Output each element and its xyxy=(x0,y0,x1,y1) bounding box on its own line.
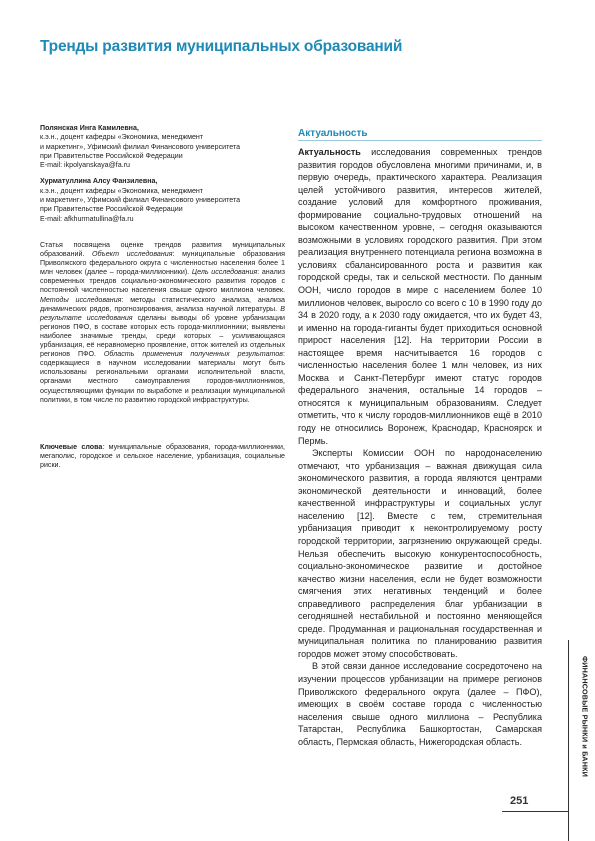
keywords-label: Ключевые слова xyxy=(40,443,103,451)
abstract-goal-text: : анализ современных трендов социально-экономического развития городов с постоянной численностью населения свыше одного миллиона человек. xyxy=(40,268,285,295)
body-paragraph: Эксперты Комиссии ООН по народонаселению отмечают, что урбанизация – важная движущая сила экономического развития, а города являются центрами экономической деятельности и инноваций, более качественной инфраструктуры и социальных услуг населению [12]. Вместе с тем, стремительная урбанизация приводит к неконтролируемому росту городской территории, загрязнению окружающей среды. Нельзя обеспечить высокую конкурентоспособность, социально-экономическое развитие и достойное качество жизни населения, если не будет возможности смягчения этих негативных тенденций и более справедливого распределения благ урбанизации в сегодняшней нестабильной и постоянно меняющейся среде. Продуманная и рациональная государственная и муниципальная политика по планированию развития городов может этому способствовать. xyxy=(298,448,542,659)
author-email: E-mail: ikpolyanskaya@fa.ru xyxy=(40,161,130,170)
author-email: E-mail: afkhurmatullina@fa.ru xyxy=(40,214,134,223)
section-divider xyxy=(298,140,542,141)
author-name: Хурматуллина Алсу Фанзилевна, xyxy=(40,177,158,186)
author-affiliation-line: при Правительстве Российской Федерации xyxy=(40,205,183,214)
keywords-text: : муниципальные образования, города-миллионники, мегаполис, городское и сельское население, урбанизация, социальные риски. xyxy=(40,443,285,470)
abstract-object-text: : муниципальные образования Приволжского федерального округа с численностью населения более 1 млн человек (далее – города-миллионники). xyxy=(40,250,285,277)
abstract-intro: Статья посвящена оценке трендов развития муниципальных образований. xyxy=(40,241,285,259)
abstract-methods-text: : методы статистического анализа, анализа динамических рядов, прогнозирования, анализа научной литературы. xyxy=(40,295,285,313)
page-number: 251 xyxy=(510,795,529,807)
abstract-paragraph xyxy=(40,241,285,405)
journal-label: ФИНАНСОВЫЕ РЫНКИ и БАНКИ xyxy=(580,655,590,778)
footer-rule xyxy=(502,811,568,812)
authors-block xyxy=(40,124,285,231)
abstract-methods-label: Методы исследования xyxy=(40,295,122,304)
author-affiliation-line: к.э.н., доцент кафедры «Экономика, менеджмент xyxy=(40,186,204,195)
lead-word: Актуальность xyxy=(298,147,361,157)
author-2 xyxy=(40,177,285,223)
author-affiliation-line: к.э.н., доцент кафедры «Экономика, менеджмент xyxy=(40,133,204,142)
journal-running-head xyxy=(575,640,590,800)
author-1 xyxy=(40,124,285,170)
author-affiliation-line: и маркетинг», Уфимский филиал Финансового университета xyxy=(40,142,241,151)
author-affiliation-line: при Правительстве Российской Федерации xyxy=(40,151,183,160)
abstract-application-text: : содержащиеся в научном исследовании материалы могут быть использованы региональными органами исполнительной власти, органами местного самоуправления городов-миллионников, осуществляющими функции по выработке и реализации муниципальной политики, в том числе по развитию городской инфраструктуры. xyxy=(40,350,285,404)
article-body xyxy=(298,146,542,748)
author-affiliation-line: и маркетинг», Уфимский филиал Финансового университета xyxy=(40,196,241,205)
abstract-object-label: Объект исследования xyxy=(92,250,173,259)
margin-divider xyxy=(568,640,569,841)
author-name: Полянская Инга Камилевна, xyxy=(40,124,139,132)
keywords xyxy=(40,443,285,470)
article-title: Тренды развития муниципальных образований xyxy=(40,38,403,55)
abstract xyxy=(40,241,285,405)
body-paragraph xyxy=(298,146,542,447)
abstract-results-label: В результате исследования xyxy=(40,304,285,322)
body-text: исследования современных трендов развития городов обусловлена многими причинами, и, в первую очередь, практического характера. Реализация целей устойчивого развития, интересов жителей, создание условий для комфортного проживания, формирование социально-трудовых отношений на высоком качественном уровне, – сегодня оказываются возможными в условиях городского развития. При этом реализация внутреннего потенциала региона возможна в условиях сбалансированного роста и развития как городской среды, так и сельской местности. По данным ООН, число городов в мире с населением более 10 миллионов человек, выросло со всего с 10 в 1990 году до 34 в 2020 году, а к 2030 году ожидается, что их будет 43, и именно на города-гиганты будет приходиться основной прирост населения [12]. На территории России в настоящее время насчитывается 16 городов с численностью населения более 1 млн человек, из них Москва и Санкт-Петербург имеют статус городов федерального значения, остальные 14 городов – относятся к муниципальным образованиям. Следует отметить, что к числу городов-миллионников ещё в 2010 году не относились Воронеж, Краснодар, Красноярск и Пермь. xyxy=(298,147,542,446)
abstract-goal-label: Цель исследования xyxy=(191,268,258,277)
body-paragraph: В этой связи данное исследование сосредоточено на изучении процессов урбанизации на примере регионов Приволжского федерального округа (далее – ПФО), имеющих в своём составе города с численностью населения свыше одного миллиона – Республика Татарстан, Республика Башкортостан, Самарская область, Пермская область, Нижегородская область. xyxy=(298,661,542,747)
abstract-results-text: сделаны выводы об уровне урбанизации регионов ПФО, в составе которых есть города-миллионники; выявлены наиболее значимые тренды, среди которых – усиливающаяся урбанизация, её неравномерно проявление, отток жителей из отдельных регионов ПФО. xyxy=(40,313,285,359)
abstract-application-label: Область применения полученных результатов xyxy=(103,350,284,359)
section-title: Актуальность xyxy=(298,128,368,139)
